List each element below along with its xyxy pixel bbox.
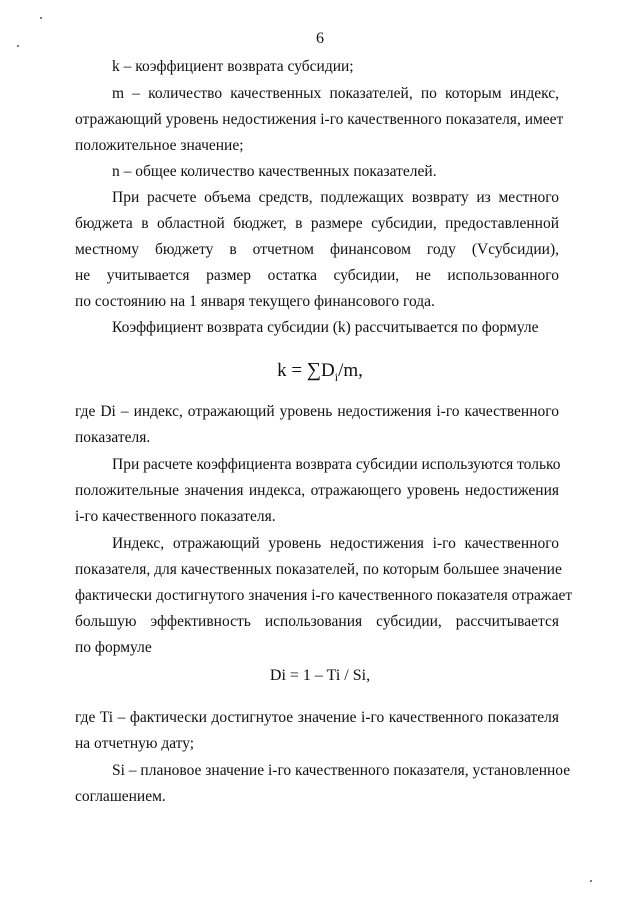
sum-symbol: ∑	[306, 359, 322, 381]
text-line: положительное значение;	[75, 137, 244, 154]
scan-speck	[40, 17, 42, 19]
text-line: соглашением.	[75, 788, 166, 805]
text-line: отражающий уровень недостижения i-го качественного показателя, имеет	[75, 111, 564, 128]
formula-k-prefix: k =	[277, 360, 307, 381]
text-line: При расчете коэффициента возврата субсидии используются только	[112, 456, 561, 473]
text-line: Индекс, отражающий уровень недостижения i-го качественного	[112, 535, 559, 552]
text-line: показателя, для качественных показателей, по которым большее значение	[75, 561, 562, 578]
text-line: Si – плановое значение i-го качественного показателя, установленное	[112, 762, 571, 779]
text-line: где Ti – фактически достигнутое значение i-го качественного показателя	[75, 709, 559, 726]
formula-k-suffix: /m,	[338, 360, 363, 381]
text-line: где Di – индекс, отражающий уровень недостижения i-го качественного	[75, 403, 559, 420]
formula-k	[0, 358, 640, 389]
text-line: m – количество качественных показателей, по которым индекс,	[112, 85, 559, 102]
text-line: не учитывается размер остатка субсидии, не использованного	[75, 267, 559, 284]
scan-speck	[590, 880, 592, 882]
formula-k-var: D	[321, 360, 335, 381]
text-line: показателя.	[75, 429, 151, 446]
text-line: бюджета в областной бюджет, в размере субсидии, предоставленной	[75, 215, 559, 232]
text-line: на отчетную дату;	[75, 735, 195, 752]
scan-speck	[17, 45, 19, 47]
text-line: по формуле	[75, 639, 152, 656]
text-line: положительные значения индекса, отражающего уровень недостижения	[75, 482, 559, 499]
page-number: 6	[316, 30, 324, 47]
text-line: Коэффициент возврата субсидии (k) рассчитывается по формуле	[112, 319, 539, 336]
formula-k-sub: i	[334, 369, 339, 384]
formula-di: Di = 1 – Ti / Si,	[269, 667, 371, 684]
text-line: k – коэффициент возврата субсидии;	[112, 58, 354, 75]
text-line: При расчете объема средств, подлежащих возврату из местного	[112, 189, 559, 206]
text-line: большую эффективность использования субсидии, рассчитывается	[75, 613, 559, 630]
text-line: местному бюджету в отчетном финансовом году (Vсубсидии),	[75, 241, 559, 258]
text-line: n – общее количество качественных показателей.	[112, 163, 437, 180]
text-line: i-го качественного показателя.	[75, 508, 276, 525]
text-line: по состоянию на 1 января текущего финансового года.	[75, 293, 435, 310]
text-line: фактически достигнутого значения i-го качественного показателя отражает	[75, 587, 573, 604]
